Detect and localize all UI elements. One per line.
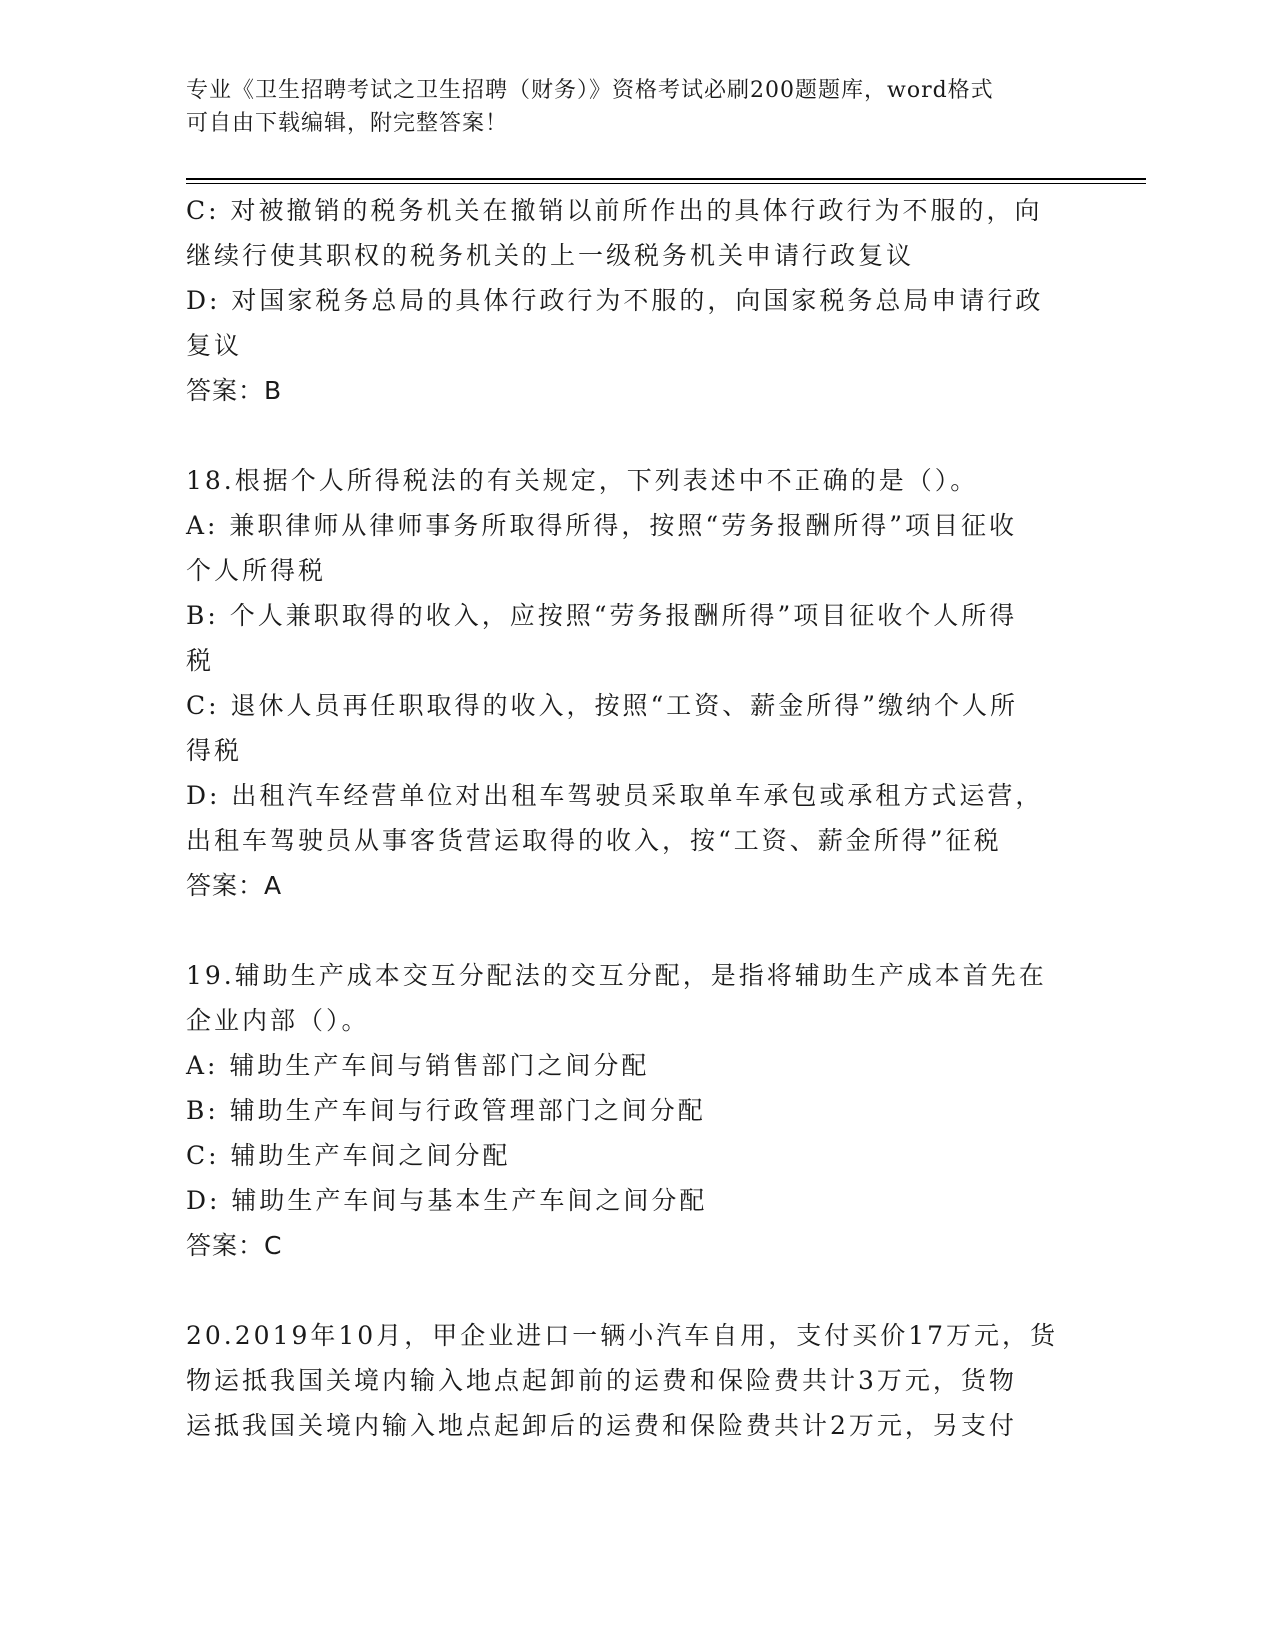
question-19 (186, 953, 1086, 1268)
q18-option-b-line-2: 税 (186, 646, 215, 675)
q19-stem-line-1: 19.辅助生产成本交互分配法的交互分配，是指将辅助生产成本首先在 (186, 961, 1047, 990)
q20-stem-line-3: 运抵我国关境内输入地点起卸后的运费和保险费共计2万元，另支付 (186, 1411, 1017, 1440)
q17-option-c-line-2: 继续行使其职权的税务机关的上一级税务机关申请行政复议 (186, 241, 915, 270)
header-line-1: 专业《卫生招聘考试之卫生招聘（财务）》资格考试必刷200题题库，word格式 (186, 78, 994, 103)
q19-option-d: D: 辅助生产车间与基本生产车间之间分配 (186, 1186, 708, 1215)
q18-answer: 答案：A (186, 871, 283, 900)
document-header (186, 74, 1086, 140)
question-18 (186, 458, 1086, 908)
q18-option-a-line-2: 个人所得税 (186, 556, 327, 585)
q19-option-a: A: 辅助生产车间与销售部门之间分配 (186, 1051, 650, 1080)
q19-option-c: C: 辅助生产车间之间分配 (186, 1141, 511, 1170)
q18-option-d-line-1: D: 出租汽车经营单位对出租车驾驶员采取单车承包或承租方式运营， (186, 781, 1044, 810)
spacer (186, 1268, 1086, 1313)
q20-stem-line-1: 20.2019年10月，甲企业进口一辆小汽车自用，支付买价17万元，货 (186, 1321, 1059, 1350)
header-rule-thick (186, 178, 1146, 180)
question-20 (186, 1313, 1086, 1448)
document-body (186, 188, 1086, 1448)
q19-answer: 答案：C (186, 1231, 283, 1260)
spacer (186, 908, 1086, 953)
q19-stem-line-2: 企业内部（）。 (186, 1006, 370, 1035)
spacer (186, 413, 1086, 458)
q20-stem-line-2: 物运抵我国关境内输入地点起卸前的运费和保险费共计3万元，货物 (186, 1366, 1017, 1395)
q17-option-d-line-2: 复议 (186, 331, 243, 360)
q18-option-b-line-1: B: 个人兼职取得的收入，应按照“劳务报酬所得”项目征收个人所得 (186, 601, 1018, 630)
q17-option-c-line-1: C: 对被撤销的税务机关在撤销以前所作出的具体行政行为不服的，向 (186, 196, 1043, 225)
question-17 (186, 188, 1086, 413)
q18-option-c-line-1: C: 退休人员再任职取得的收入，按照“工资、薪金所得”缴纳个人所 (186, 691, 1019, 720)
q17-answer: 答案：B (186, 376, 283, 405)
q18-stem: 18.根据个人所得税法的有关规定，下列表述中不正确的是（）。 (186, 466, 979, 495)
header-line-2: 可自由下载编辑，附完整答案！ (186, 111, 509, 136)
header-rule-thin (186, 183, 1146, 184)
q18-option-c-line-2: 得税 (186, 736, 243, 765)
q19-option-b: B: 辅助生产车间与行政管理部门之间分配 (186, 1096, 706, 1125)
q18-option-a-line-1: A: 兼职律师从律师事务所取得所得，按照“劳务报酬所得”项目征收 (186, 511, 1017, 540)
q18-option-d-line-2: 出租车驾驶员从事客货营运取得的收入，按“工资、薪金所得”征税 (186, 826, 1002, 855)
q17-option-d-line-1: D: 对国家税务总局的具体行政行为不服的，向国家税务总局申请行政 (186, 286, 1044, 315)
